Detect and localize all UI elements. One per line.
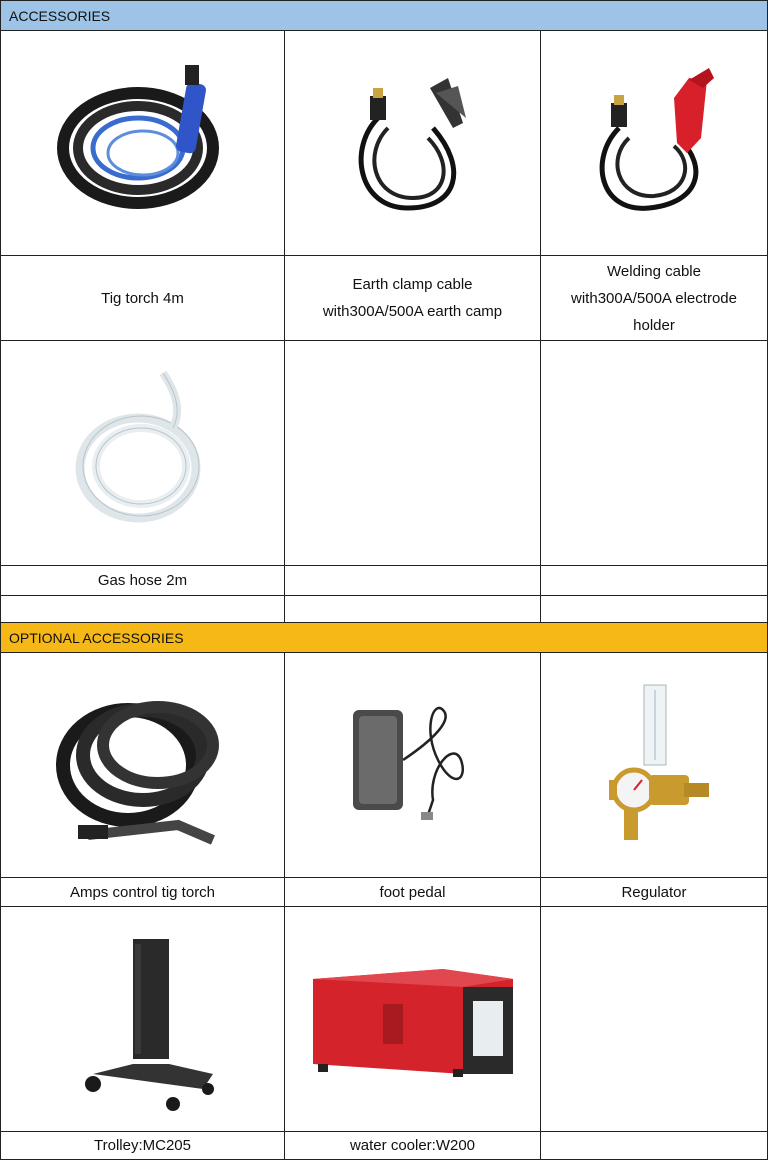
gas-hose-label-cell [0, 565, 285, 596]
gas-hose-image-cell [0, 340, 285, 566]
empty-cell [540, 1131, 768, 1160]
regulator-label-cell [540, 877, 768, 907]
trolley-label: Trolley:MC205 [94, 1137, 191, 1154]
trolley-image-cell [0, 906, 285, 1132]
electrode-holder-cable-icon [579, 58, 729, 228]
regulator-image-cell [540, 652, 768, 878]
foot-pedal-label: foot pedal [379, 883, 446, 901]
earth-clamp-cable-icon [338, 58, 488, 228]
tig-torch-icon [53, 53, 233, 233]
electrode-holder-label-line-2: with300A/500A electrode [571, 289, 737, 307]
amps-control-torch-image-cell [0, 652, 285, 878]
earth-clamp-label-cell [284, 255, 541, 341]
empty-cell [284, 340, 541, 566]
electrode-holder-label-cell [540, 255, 768, 341]
regulator-icon [584, 675, 724, 855]
empty-cell [284, 565, 541, 596]
earth-clamp-image-cell [284, 30, 541, 256]
amps-control-torch-label: Amps control tig torch [69, 883, 216, 901]
electrode-holder-image-cell [540, 30, 768, 256]
electrode-holder-label-line-3: holder [633, 316, 675, 334]
earth-clamp-label-line-1: Earth clamp cable [352, 276, 473, 293]
empty-cell [540, 595, 768, 623]
amps-control-torch-label-cell [0, 877, 285, 907]
gas-hose-label: Gas hose 2m [97, 572, 188, 589]
tig-torch-image-cell [0, 30, 285, 256]
optional-accessories-header [0, 622, 768, 653]
empty-cell [540, 340, 768, 566]
water-cooler-image-cell [284, 906, 541, 1132]
electrode-holder-label-line-1: Welding cable [607, 262, 701, 280]
foot-pedal-icon [343, 700, 483, 830]
water-cooler-label-cell [284, 1131, 541, 1160]
accessories-header [0, 0, 768, 31]
gas-hose-icon [63, 368, 223, 538]
tig-torch-label-cell [0, 255, 285, 341]
trolley-icon [63, 924, 223, 1114]
water-cooler-icon [303, 949, 523, 1089]
water-cooler-label: water cooler:W200 [349, 1137, 476, 1154]
accessories-title: ACCESSORIES [9, 7, 111, 24]
foot-pedal-label-cell [284, 877, 541, 907]
empty-cell [540, 906, 768, 1132]
optional-accessories-title: OPTIONAL ACCESSORIES [9, 629, 184, 646]
earth-clamp-label-line-2: with300A/500A earth camp [322, 303, 503, 320]
foot-pedal-image-cell [284, 652, 541, 878]
amps-control-torch-icon [48, 675, 238, 855]
empty-cell [284, 595, 541, 623]
regulator-label: Regulator [621, 883, 687, 901]
tig-torch-label: Tig torch 4m [101, 289, 184, 307]
empty-cell [540, 565, 768, 596]
empty-cell [0, 595, 285, 623]
trolley-label-cell [0, 1131, 285, 1160]
